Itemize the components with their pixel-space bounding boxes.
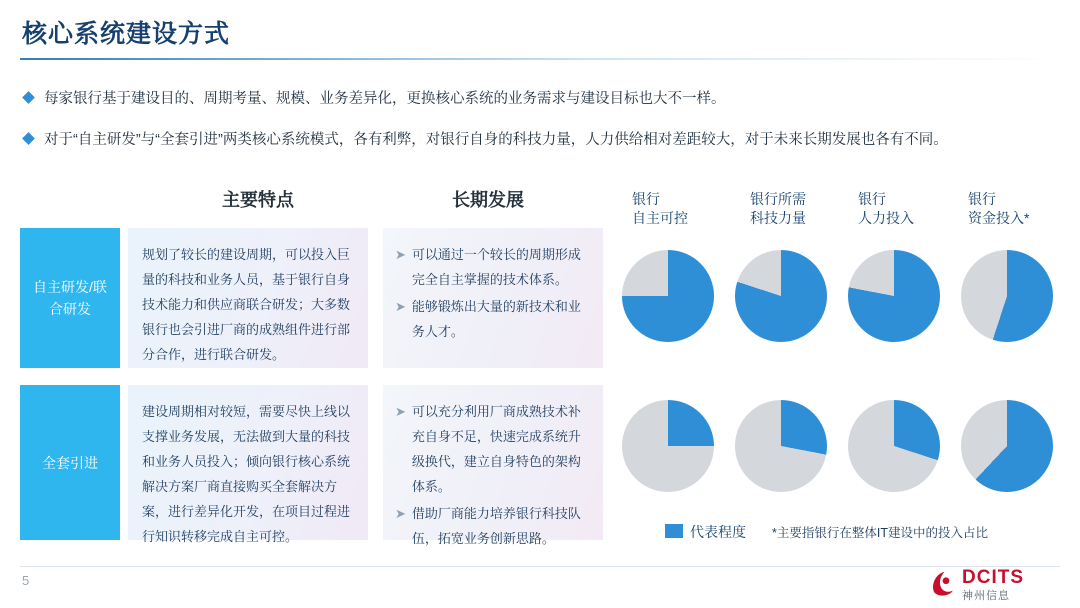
arrow-bullet-icon: ➤ — [395, 506, 406, 521]
arrow-bullet-icon: ➤ — [395, 404, 406, 419]
dcits-logo-icon — [928, 568, 958, 598]
pie-heading-funding — [968, 190, 1029, 228]
page-number: 5 — [22, 573, 30, 588]
long-term-text: 可以通过一个较长的周期形成完全自主掌握的技术体系。 — [411, 247, 581, 287]
arrow-bullet-icon: ➤ — [395, 299, 406, 314]
pie-heading-line: 银行 — [632, 191, 660, 207]
logo-subtext: 神州信息 — [962, 590, 1010, 602]
legend-note: *主要指银行在整体IT建设中的投入占比 — [772, 526, 988, 540]
pie-chart — [961, 400, 1053, 492]
pie-chart — [622, 250, 714, 342]
column-heading-features: 主要特点 — [222, 190, 294, 210]
bullet-text: 对于“自主研发”与“全套引进”两类核心系统模式，各有利弊，对银行自身的科技力量，人力供给相对差距较大，对于未来长期发展也各有不同。 — [44, 132, 948, 148]
pie-heading-line: 银行 — [968, 191, 996, 207]
row-long-term-self-developed — [383, 228, 603, 368]
arrow-bullet-icon: ➤ — [395, 247, 406, 262]
pie-heading-line: 资金投入* — [968, 210, 1030, 226]
long-term-text: 借助厂商能力培养银行科技队伍，拓宽业务创新思路。 — [411, 506, 581, 546]
diamond-bullet-icon — [22, 91, 35, 104]
page-title: 核心系统建设方式 — [22, 20, 231, 48]
row-long-term-full-import — [383, 385, 603, 546]
pie-heading-manpower — [858, 190, 914, 228]
pie-chart — [961, 250, 1053, 342]
long-term-item — [395, 399, 591, 499]
long-term-text: 可以充分利用厂商成熟技术补充自身不足，快速完成系统升级换代，建立自身特色的架构体系。 — [411, 404, 581, 494]
title-divider — [20, 58, 1060, 60]
row-label-self-developed: 自主研发/联合研发 — [20, 228, 120, 368]
pie-chart — [735, 250, 827, 342]
footer-divider — [20, 566, 1060, 567]
column-heading-long-term: 长期发展 — [452, 190, 524, 210]
row-feature-self-developed: 规划了较长的建设周期，可以投入巨量的科技和业务人员，基于银行自身技术能力和供应商联合研发；大多数银行也会引进厂商的成熟组件进行部分合作，进行联合研发。 — [128, 228, 368, 368]
legend-label: 代表程度 — [690, 524, 746, 540]
long-term-text: 能够锻炼出大量的新技术和业务人才。 — [411, 299, 581, 339]
bullet-item — [24, 89, 726, 109]
pie-heading-line: 银行所需 — [750, 191, 806, 207]
pie-chart — [735, 400, 827, 492]
pie-heading-line: 自主可控 — [632, 210, 688, 226]
long-term-item — [395, 501, 591, 551]
pie-chart — [848, 400, 940, 492]
legend-swatch — [665, 524, 683, 538]
pie-heading-line: 人力投入 — [858, 210, 914, 226]
pie-heading-line: 银行 — [858, 191, 886, 207]
pie-chart — [622, 400, 714, 492]
long-term-item — [395, 294, 591, 344]
long-term-item — [395, 242, 591, 292]
logo-text: DCITS — [962, 567, 1024, 588]
pie-heading-autonomy — [632, 190, 688, 228]
diamond-bullet-icon — [22, 132, 35, 145]
row-label-full-import: 全套引进 — [20, 385, 120, 540]
pie-chart — [848, 250, 940, 342]
bullet-item — [24, 130, 948, 150]
row-feature-full-import: 建设周期相对较短，需要尽快上线以支撑业务发展，无法做到大量的科技和业务人员投入；倾向银行核心系统解决方案厂商直接购买全套解决方案，进行差异化开发，在项目过程进行知识转移完成自主可控。 — [128, 385, 368, 540]
pie-heading-line: 科技力量 — [750, 210, 806, 226]
bullet-text: 每家银行基于建设目的、周期考量、规模、业务差异化，更换核心系统的业务需求与建设目标也大不一样。 — [44, 91, 726, 107]
pie-heading-tech-power — [750, 190, 806, 228]
company-logo — [928, 566, 1058, 602]
